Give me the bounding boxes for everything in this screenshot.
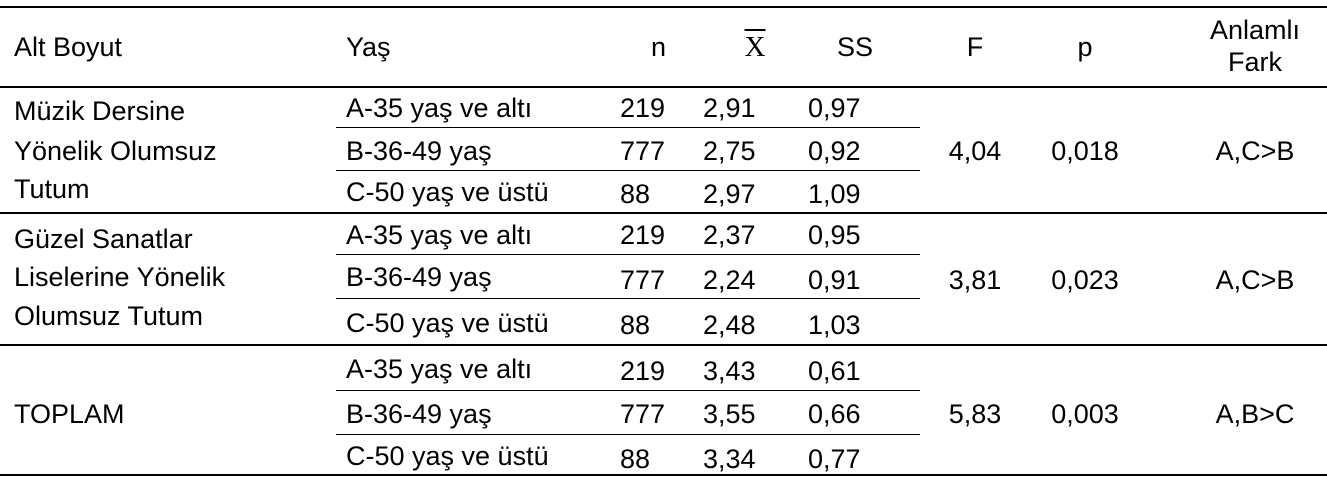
- row-separator: [336, 298, 920, 299]
- cell-ss: 0,61: [808, 356, 861, 386]
- table-bottom-rule: [0, 474, 1327, 476]
- cell-n: 88: [620, 444, 651, 474]
- cell-ss: 0,97: [808, 93, 861, 123]
- cell-mean: 2,24: [703, 265, 756, 295]
- cell-f: 4,04: [948, 136, 1002, 166]
- row-separator: [336, 127, 920, 128]
- cell-n: 88: [620, 179, 651, 209]
- cell-yas: A-35 yaş ve altı: [346, 93, 533, 123]
- cell-n: 219: [620, 356, 666, 386]
- cell-mean: 2,75: [703, 136, 756, 166]
- dimension-label-line: Müzik Dersine: [14, 96, 186, 126]
- cell-n: 777: [620, 399, 666, 429]
- cell-yas: C-50 yaş ve üstü: [346, 177, 549, 207]
- cell-p: 0,023: [1051, 265, 1119, 295]
- cell-ss: 0,66: [808, 399, 861, 429]
- cell-yas: C-50 yaş ve üstü: [346, 308, 549, 338]
- header-mean: $\overline{X}$: [744, 31, 766, 63]
- cell-yas: A-35 yaş ve altı: [346, 354, 533, 384]
- cell-yas: A-35 yaş ve altı: [346, 220, 533, 250]
- cell-n: 219: [620, 93, 666, 123]
- cell-ss: 0,91: [808, 265, 861, 295]
- row-separator: [336, 390, 920, 391]
- group-separator: [0, 344, 1327, 346]
- dimension-label-line: TOPLAM: [14, 399, 125, 429]
- cell-mean: 2,97: [703, 179, 756, 209]
- row-separator: [336, 434, 920, 435]
- cell-mean: 2,37: [703, 220, 756, 250]
- cell-mean: 2,48: [703, 310, 756, 340]
- group-separator: [0, 212, 1327, 214]
- cell-yas: B-36-49 yaş: [346, 262, 492, 292]
- cell-n: 777: [620, 136, 666, 166]
- cell-ss: 0,92: [808, 136, 861, 166]
- cell-mean: 2,91: [703, 93, 756, 123]
- cell-p: 0,003: [1051, 399, 1119, 429]
- cell-p: 0,018: [1051, 136, 1119, 166]
- cell-ss: 1,03: [808, 310, 861, 340]
- header-p: p: [1077, 32, 1093, 62]
- cell-anlamli-fark: A,C>B: [1215, 136, 1295, 166]
- dimension-label-line: Tutum: [14, 174, 90, 204]
- dimension-label-line: Yönelik Olumsuz: [14, 136, 217, 166]
- header-anlamli-fark-line1: Anlamlı: [1209, 15, 1301, 45]
- dimension-label-line: Güzel Sanatlar: [14, 224, 193, 254]
- header-n: n: [650, 32, 666, 62]
- cell-f: 3,81: [948, 265, 1002, 295]
- header-yas: Yaş: [346, 32, 391, 62]
- table-top-rule: [0, 6, 1327, 8]
- cell-anlamli-fark: A,B>C: [1215, 399, 1295, 429]
- cell-ss: 0,95: [808, 220, 861, 250]
- header-ss: SS: [836, 32, 874, 62]
- cell-ss: 1,09: [808, 179, 861, 209]
- cell-yas: B-36-49 yaş: [346, 399, 492, 429]
- cell-mean: 3,43: [703, 356, 756, 386]
- row-separator: [336, 254, 920, 255]
- cell-mean: 3,55: [703, 399, 756, 429]
- dimension-label-line: Olumsuz Tutum: [14, 301, 204, 331]
- row-separator: [336, 170, 920, 171]
- header-alt-boyut: Alt Boyut: [14, 32, 123, 62]
- cell-mean: 3,34: [703, 444, 756, 474]
- cell-n: 88: [620, 310, 651, 340]
- dimension-label-line: Liselerine Yönelik: [14, 262, 226, 292]
- header-bottom-rule: [0, 86, 1327, 88]
- cell-yas: C-50 yaş ve üstü: [346, 441, 549, 471]
- cell-anlamli-fark: A,C>B: [1215, 265, 1295, 295]
- cell-n: 219: [620, 220, 666, 250]
- cell-yas: B-36-49 yaş: [346, 136, 492, 166]
- cell-n: 777: [620, 265, 666, 295]
- header-anlamli-fark-line2: Fark: [1228, 47, 1282, 77]
- cell-f: 5,83: [948, 399, 1002, 429]
- cell-ss: 0,77: [808, 444, 861, 474]
- header-f: F: [966, 32, 984, 62]
